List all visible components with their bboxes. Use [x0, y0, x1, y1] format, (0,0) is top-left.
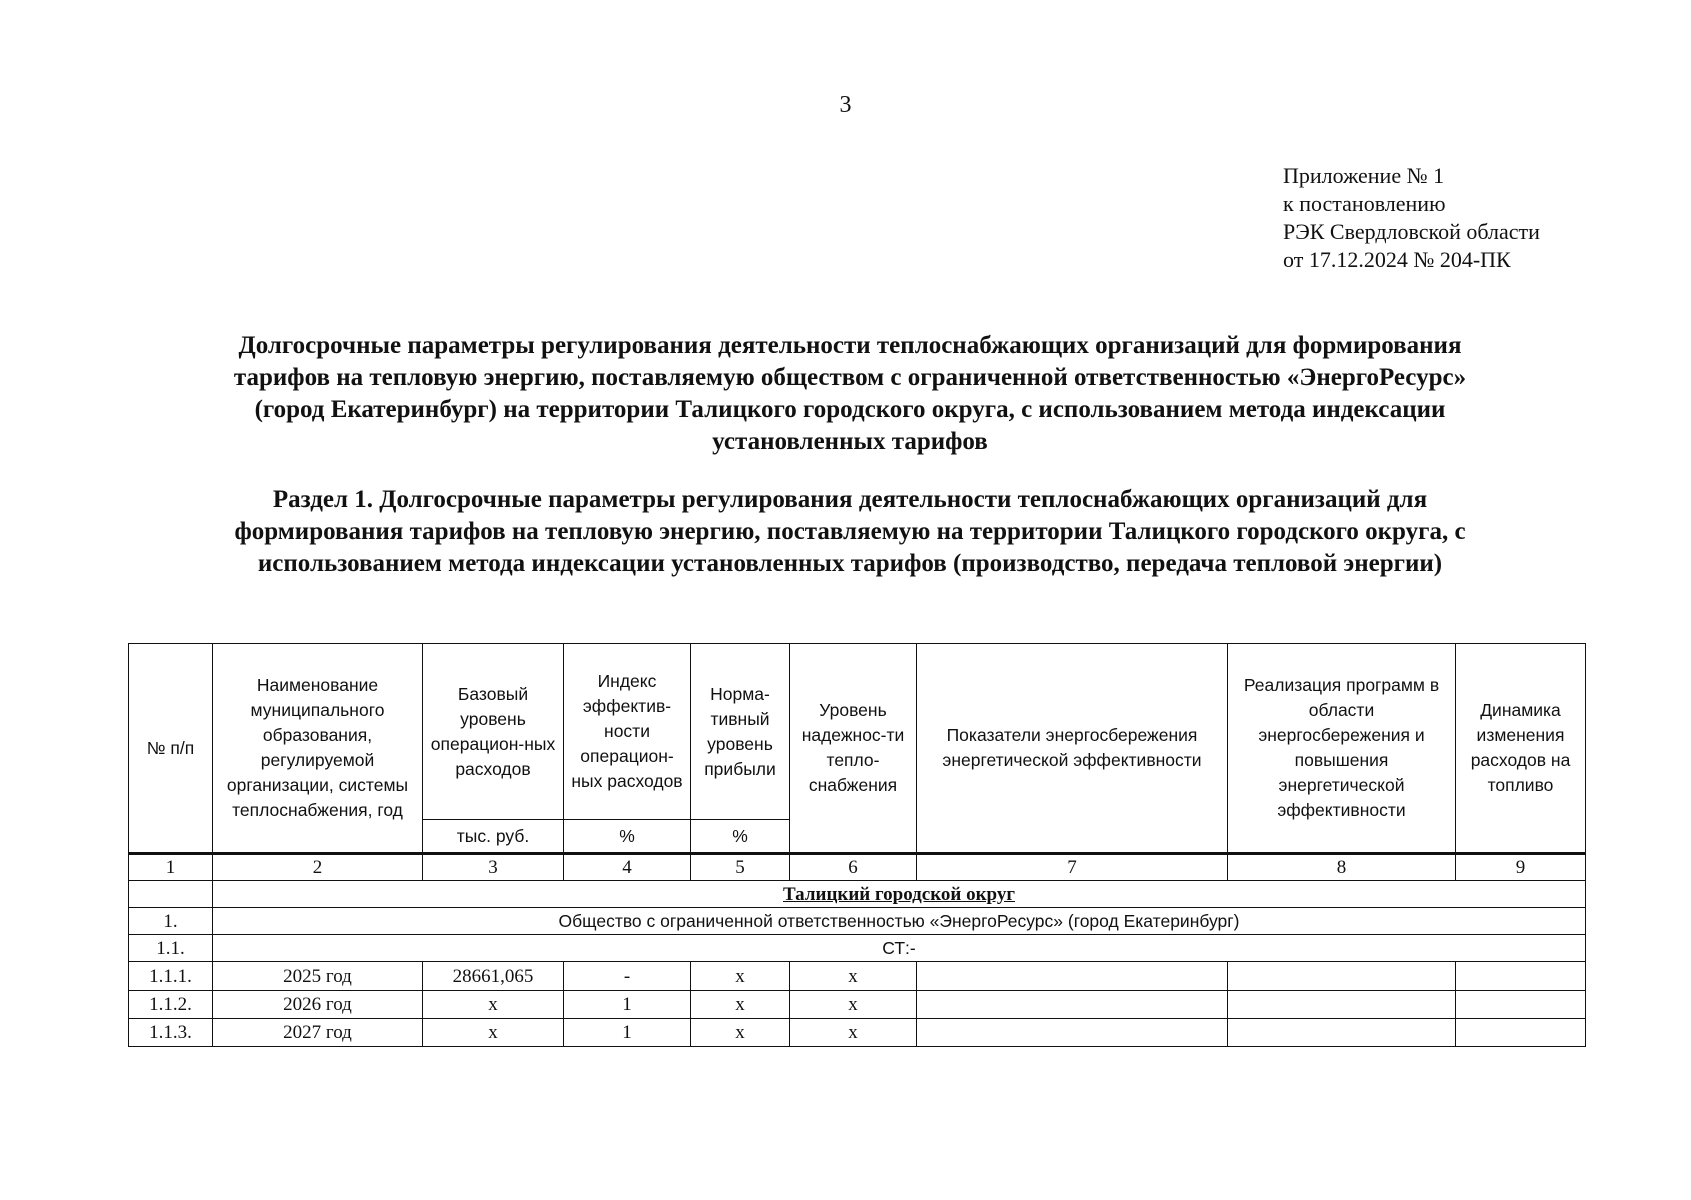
column-number: 5 [691, 854, 790, 881]
row-efficiency-index: - [564, 962, 691, 991]
section-line: использованием метода индексации установленных тарифов (производство, передача тепловой энергии) [257, 550, 1443, 577]
region-num-cell [129, 881, 213, 908]
appendix-block [1283, 162, 1540, 274]
unit-base-costs: тыс. руб. [423, 820, 564, 854]
header-efficiency-index: Индекс эффектив-ности операцион-ных расходов [564, 644, 691, 820]
row-fuel-dynamics [1456, 1019, 1586, 1047]
row-year: 2027 год [213, 1019, 423, 1047]
document-title [130, 330, 1570, 458]
row-base-costs: x [423, 1019, 564, 1047]
row-efficiency-index: 1 [564, 1019, 691, 1047]
column-number: 6 [790, 854, 917, 881]
row-programs [1228, 962, 1456, 991]
page-number: 3 [839, 92, 852, 118]
unit-profit-level: % [691, 820, 790, 854]
row-energy-saving [917, 1019, 1228, 1047]
header-programs: Реализация программ в области энергосбережения и повышения энергетической эффективности [1228, 644, 1456, 854]
row-energy-saving [917, 962, 1228, 991]
title-line: (город Екатеринбург) на территории Талицкого городского округа, с использованием метода индексации [254, 396, 1446, 423]
row-efficiency-index: 1 [564, 991, 691, 1019]
row-reliability: x [790, 962, 917, 991]
column-number: 3 [423, 854, 564, 881]
column-number: 9 [1456, 854, 1586, 881]
column-number: 2 [213, 854, 423, 881]
row-number: 1.1.2. [129, 991, 213, 1019]
title-line: установленных тарифов [712, 428, 988, 455]
row-programs [1228, 991, 1456, 1019]
table-row [129, 1019, 1586, 1047]
row-fuel-dynamics [1456, 991, 1586, 1019]
column-number: 4 [564, 854, 691, 881]
row-programs [1228, 1019, 1456, 1047]
section-line: формирования тарифов на тепловую энергию, поставляемую на территории Талицкого городского округа, с [234, 518, 1466, 545]
table-row [129, 962, 1586, 991]
row-profit-level: x [691, 991, 790, 1019]
appendix-line: от 17.12.2024 № 204-ПК [1283, 247, 1511, 272]
column-number-row [129, 854, 1586, 881]
region-row [129, 881, 1586, 908]
row-number: 1.1.1. [129, 962, 213, 991]
organization-name: Общество с ограниченной ответственностью «ЭнергоРесурс» (город Екатеринбург) [213, 908, 1586, 935]
title-line: тарифов на тепловую энергию, поставляемую обществом с ограниченной ответственностью «ЭнергоРесурс» [233, 364, 1467, 391]
row-energy-saving [917, 991, 1228, 1019]
organization-number: 1. [129, 908, 213, 935]
row-number: 1.1.3. [129, 1019, 213, 1047]
unit-efficiency-index: % [564, 820, 691, 854]
appendix-line: РЭК Свердловской области [1283, 219, 1540, 244]
header-base-costs: Базовый уровень операцион-ных расходов [423, 644, 564, 820]
row-reliability: x [790, 1019, 917, 1047]
row-year: 2026 год [213, 991, 423, 1019]
title-line: Долгосрочные параметры регулирования деятельности теплоснабжающих организаций для формирования [238, 332, 1462, 359]
region-name: Талицкий городской округ [213, 881, 1586, 908]
column-number: 7 [917, 854, 1228, 881]
system-number: 1.1. [129, 935, 213, 962]
organization-row [129, 908, 1586, 935]
header-reliability: Уровень надежнос-ти тепло-снабжения [790, 644, 917, 854]
header-row [129, 644, 1586, 820]
row-profit-level: x [691, 1019, 790, 1047]
header-fuel-dynamics: Динамика изменения расходов на топливо [1456, 644, 1586, 854]
header-name: Наименование муниципального образования, регулируемой организации, системы теплоснабжения, год [213, 644, 423, 854]
header-profit-level: Норма-тивный уровень прибыли [691, 644, 790, 820]
column-number: 8 [1228, 854, 1456, 881]
row-base-costs: 28661,065 [423, 962, 564, 991]
appendix-line: Приложение № 1 [1283, 163, 1445, 188]
appendix-line: к постановлению [1283, 191, 1446, 216]
row-base-costs: x [423, 991, 564, 1019]
system-name: СТ:- [213, 935, 1586, 962]
row-reliability: x [790, 991, 917, 1019]
column-number: 1 [129, 854, 213, 881]
parameters-table [128, 643, 1586, 1047]
table-row [129, 991, 1586, 1019]
row-year: 2025 год [213, 962, 423, 991]
section-title [130, 484, 1570, 580]
section-line: Раздел 1. Долгосрочные параметры регулирования деятельности теплоснабжающих организаций для [272, 486, 1428, 513]
header-energy-saving: Показатели энергосбережения энергетической эффективности [917, 644, 1228, 854]
system-row [129, 935, 1586, 962]
row-profit-level: x [691, 962, 790, 991]
row-fuel-dynamics [1456, 962, 1586, 991]
header-num: № п/п [129, 644, 213, 854]
